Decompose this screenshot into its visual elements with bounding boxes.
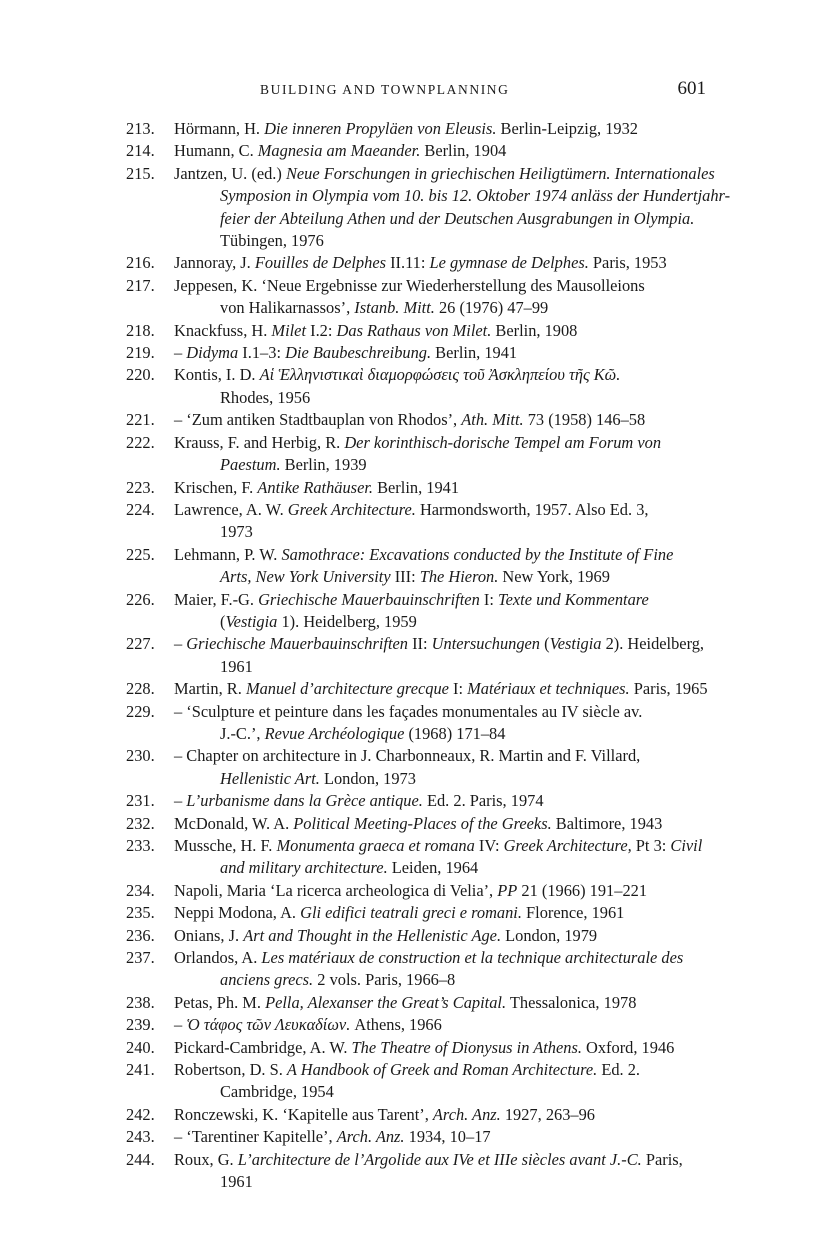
entry-text: [174, 252, 706, 274]
entry-title-segment: Ὁ τάφος τῶν Λευκαδίων.: [186, 1015, 351, 1035]
bibliography-entry: [126, 499, 706, 544]
entry-text-segment: McDonald, W. A.: [174, 813, 294, 833]
entry-text-segment: I.2:: [306, 320, 337, 340]
entry-title-segment: A Handbook of Greek and Roman Architecture.: [286, 1060, 598, 1080]
entry-line: [174, 208, 730, 230]
entry-title-segment: L’architecture de l’Argolide aux IVe et IIIe siècles avant J.-C.: [237, 1149, 642, 1169]
entry-text: [174, 1014, 706, 1036]
entry-text: [174, 140, 706, 162]
entry-line: [174, 902, 706, 924]
entry-text-segment: Orlandos, A.: [174, 948, 262, 968]
entry-number: 238.: [126, 992, 155, 1012]
entry-title-segment: Matériaux et techniques.: [467, 679, 630, 699]
entry-line: [174, 1014, 706, 1036]
entry-line: [174, 1037, 706, 1059]
entry-line: [174, 678, 708, 700]
entry-number: 219.: [126, 343, 155, 363]
entry-line: [174, 723, 706, 745]
entry-text-segment: Berlin, 1941: [373, 477, 460, 497]
entry-number: 217.: [126, 275, 155, 295]
entry-number: 213.: [126, 119, 155, 138]
bibliography-entry: [126, 342, 706, 364]
entry-title-segment: Vestigia: [225, 611, 278, 631]
entry-text: [174, 342, 706, 364]
entry-title-segment: Die Baubeschreibung.: [285, 343, 432, 363]
entry-number: 230.: [126, 746, 155, 766]
bibliography-entry: [126, 364, 706, 409]
entry-line: [174, 880, 706, 902]
entry-title-segment: Civil: [670, 836, 703, 855]
entry-line: [174, 566, 706, 588]
entry-text-segment: Cambridge, 1954: [220, 1082, 334, 1102]
bibliography-entry: [126, 701, 706, 746]
entry-text-segment: III:: [390, 567, 420, 587]
entry-text: [174, 477, 706, 499]
entry-text: [174, 163, 730, 253]
entry-line: [174, 252, 706, 274]
bibliography-entry: [126, 1014, 706, 1036]
entry-text: [174, 745, 706, 790]
entry-text-segment: 73 (1958) 146–58: [523, 410, 646, 430]
entry-number: 216.: [126, 253, 155, 273]
entry-line: [174, 185, 730, 207]
entry-text-segment: Jannoray, J.: [174, 253, 255, 273]
entry-line: [174, 320, 706, 342]
entry-text: [174, 432, 706, 477]
entry-number: 229.: [126, 701, 155, 721]
entry-text-segment: Florence, 1961: [521, 903, 625, 923]
entry-text-segment: –: [174, 1015, 187, 1035]
entry-line: [174, 1171, 706, 1193]
entry-text-segment: 1927, 263–96: [500, 1104, 595, 1124]
entry-number: 232.: [126, 813, 155, 833]
entry-text: [174, 835, 706, 880]
entry-line: [174, 947, 706, 969]
entry-line: [174, 230, 730, 252]
entry-text-segment: Hörmann, H.: [174, 119, 265, 138]
entry-number: 221.: [126, 410, 155, 430]
entry-text-segment: 1934, 10–17: [404, 1127, 491, 1147]
entry-text-segment: I.1–3:: [238, 343, 286, 363]
bibliography-entry: [126, 477, 706, 499]
entry-title-segment: Monumenta graeca et romana: [276, 836, 475, 855]
entry-line: [174, 275, 706, 297]
entry-text: [174, 320, 706, 342]
entry-title-segment: Greek Architecture,: [503, 836, 632, 855]
entry-text-segment: Athens, 1966: [350, 1015, 442, 1035]
bibliography-entry: [126, 745, 706, 790]
entry-text-segment: Lawrence, A. W.: [174, 499, 288, 519]
entry-text: [174, 902, 706, 924]
entry-title-segment: Griechische Mauerbauinschriften: [258, 589, 480, 609]
entry-title-segment: Arch. Anz.: [336, 1127, 405, 1147]
entry-text-segment: Berlin, 1904: [420, 141, 507, 161]
entry-line: [174, 992, 706, 1014]
entry-title-segment: Texte und Kommentare: [497, 589, 649, 609]
entry-title-segment: Istanb. Mitt.: [354, 298, 435, 318]
entry-text: [174, 589, 706, 634]
entry-text-segment: Jantzen, U. (ed.): [174, 163, 286, 183]
bibliography-list: [126, 118, 731, 1194]
entry-line: [174, 813, 706, 835]
entry-text-segment: (: [220, 611, 226, 631]
entry-text-segment: 21 (1966) 191–221: [517, 880, 648, 900]
entry-text-segment: Maier, F.-G.: [174, 589, 259, 609]
entry-text: [174, 364, 706, 409]
entry-line: [174, 925, 706, 947]
entry-title-segment: Ath. Mitt.: [461, 410, 524, 430]
bibliography-entry: [126, 925, 706, 947]
entry-text-segment: Napoli, Maria ‘La ricerca archeologica di Velia’,: [174, 880, 498, 900]
running-head: BUILDING AND TOWNPLANNING: [260, 82, 510, 97]
entry-text-segment: Berlin, 1908: [491, 320, 578, 340]
entry-text: [174, 1126, 706, 1148]
entry-line: [174, 387, 706, 409]
entry-title-segment: Greek Architecture.: [287, 499, 416, 519]
entry-text: [174, 544, 706, 589]
entry-text-segment: (1968) 171–84: [404, 723, 506, 743]
entry-title-segment: The Theatre of Dionysus in Athens.: [351, 1037, 582, 1057]
entry-text-segment: 1). Heidelberg, 1959: [277, 611, 417, 631]
bibliography-entry: [126, 947, 706, 992]
entry-title-segment: feier der Abteilung Athen und der Deutschen Ausgrabungen in Olympia.: [220, 208, 695, 228]
entry-text-segment: Tübingen, 1976: [220, 231, 324, 251]
entry-title-segment: Der korinthisch-dorische Tempel am Forum von: [344, 432, 662, 452]
entry-number: 227.: [126, 634, 155, 654]
entry-number: 224.: [126, 499, 155, 519]
entry-text: [174, 947, 706, 992]
entry-text-segment: New York, 1969: [498, 567, 610, 587]
bibliography-entry: [126, 678, 706, 700]
entry-number: 225.: [126, 544, 155, 564]
bibliography-entry: [126, 409, 706, 431]
entry-number: 240.: [126, 1037, 155, 1057]
entry-line: [174, 1081, 706, 1103]
entry-line: [174, 969, 706, 991]
bibliography-entry: [126, 118, 706, 140]
entry-number: 228.: [126, 679, 155, 699]
entry-text-segment: Berlin-Leipzig, 1932: [496, 119, 638, 138]
entry-title-segment: L’urbanisme dans la Grèce antique.: [186, 791, 423, 811]
entry-line: [174, 633, 706, 655]
entry-line: [174, 701, 706, 723]
entry-text-segment: 1973: [220, 522, 253, 542]
entry-text-segment: Martin, R.: [174, 679, 246, 699]
entry-title-segment: Fouilles de Delphes: [254, 253, 386, 273]
entry-line: [174, 544, 706, 566]
entry-line: [174, 790, 706, 812]
entry-text-segment: Ed. 2. Paris, 1974: [422, 791, 544, 811]
entry-title-segment: and military architecture.: [220, 858, 388, 878]
entry-text: [174, 1104, 706, 1126]
bibliography-entry: [126, 902, 706, 924]
entry-number: 222.: [126, 432, 155, 452]
entry-text: [174, 1037, 706, 1059]
entry-line: [174, 835, 706, 857]
entry-line: [174, 163, 730, 185]
entry-line: [174, 656, 706, 678]
bibliography-entry: [126, 140, 706, 162]
entry-title-segment: Arts, New York University: [220, 567, 391, 587]
entry-text: [174, 925, 706, 947]
page-header: [126, 78, 706, 104]
entry-text-segment: von Halikarnassos’,: [220, 298, 355, 318]
page-number: 601: [677, 78, 706, 99]
entry-text: [174, 790, 706, 812]
entry-number: 235.: [126, 903, 155, 923]
entry-text-segment: Ronczewski, K. ‘Kapitelle aus Tarent’,: [174, 1104, 433, 1124]
entry-title-segment: Samothrace: Excavations conducted by the Institute of Fine: [281, 544, 674, 564]
entry-text-segment: II:: [407, 634, 432, 654]
entry-text-segment: London, 1979: [501, 925, 598, 945]
entry-text-segment: –: [174, 343, 187, 363]
entry-number: 239.: [126, 1015, 155, 1035]
bibliography-entry: [126, 589, 706, 634]
entry-title-segment: Magnesia am Maeander.: [257, 141, 421, 161]
entry-title-segment: PP: [497, 880, 518, 900]
entry-text-segment: Jeppesen, K. ‘Neue Ergebnisse zur Wiederherstellung des Mausolleions: [174, 275, 645, 295]
entry-title-segment: Milet: [271, 320, 307, 340]
entry-text-segment: Paris, 1965: [629, 679, 708, 699]
bibliography-entry: [126, 633, 706, 678]
entry-title-segment: Αἱ Ἑλληνιστικαὶ διαμορφώσεις τοῦ Ἀσκληπείου τῆς Κῶ.: [259, 365, 621, 385]
entry-text-segment: I:: [479, 589, 498, 609]
entry-text: [174, 275, 706, 320]
entry-text-segment: Neppi Modona, A.: [174, 903, 301, 923]
bibliography-entry: [126, 1104, 706, 1126]
entry-line: [174, 1059, 706, 1081]
entry-line: [174, 118, 706, 140]
entry-title-segment: anciens grecs.: [220, 970, 314, 990]
entry-title-segment: Paestum.: [220, 455, 281, 475]
entry-text-segment: Kontis, I. D.: [174, 365, 260, 385]
entry-line: [174, 521, 706, 543]
entry-number: 241.: [126, 1060, 155, 1080]
bibliography-entry: [126, 320, 706, 342]
bibliography-entry: [126, 992, 706, 1014]
entry-text-segment: Thessalonica, 1978: [506, 992, 637, 1012]
entry-text: [174, 701, 706, 746]
entry-text-segment: Krauss, F. and Herbig, R.: [174, 432, 345, 452]
entry-text-segment: 2). Heidelberg,: [601, 634, 705, 654]
entry-line: [174, 409, 706, 431]
entry-text-segment: Mussche, H. F.: [174, 836, 277, 855]
entry-title-segment: Neue Forschungen in griechischen Heiligtümern. Internationales: [285, 163, 715, 183]
bibliography-entry: [126, 1126, 706, 1148]
bibliography-entry: [126, 790, 706, 812]
entry-text-segment: 1961: [220, 1172, 253, 1192]
entry-line: [174, 768, 706, 790]
entry-text-segment: –: [174, 634, 187, 654]
bibliography-entry: [126, 813, 706, 835]
entry-text-segment: J.-C.’,: [220, 723, 265, 743]
entry-line: [174, 297, 706, 319]
entry-text-segment: – ‘Zum antiken Stadtbauplan von Rhodos’,: [174, 410, 462, 430]
bibliography-entry: [126, 544, 706, 589]
bibliography-entry: [126, 432, 706, 477]
bibliography-entry: [126, 275, 706, 320]
bibliography-entry: [126, 1037, 706, 1059]
entry-line: [174, 432, 706, 454]
entry-line: [174, 342, 706, 364]
entry-text-segment: London, 1973: [319, 768, 416, 788]
entry-title-segment: Didyma: [186, 343, 239, 363]
entry-text: [174, 678, 708, 700]
entry-title-segment: Pella, Alexanser the Great’s Capital.: [265, 992, 507, 1012]
entry-text-segment: Pt 3:: [631, 836, 671, 855]
entry-text-segment: 26 (1976) 47–99: [434, 298, 549, 318]
entry-title-segment: Die inneren Propyläen von Eleusis.: [264, 119, 497, 138]
entry-text-segment: Baltimore, 1943: [551, 813, 663, 833]
entry-text-segment: II.11:: [385, 253, 430, 273]
bibliography-entry: [126, 880, 706, 902]
entry-number: 215.: [126, 163, 155, 183]
entry-text-segment: (: [540, 634, 550, 654]
entry-text-segment: Krischen, F.: [174, 477, 258, 497]
entry-text-segment: Berlin, 1941: [431, 343, 518, 363]
entry-text-segment: Paris,: [641, 1149, 683, 1169]
entry-text-segment: I:: [448, 679, 468, 699]
entry-text-segment: Petas, Ph. M.: [174, 992, 266, 1012]
entry-title-segment: Les matériaux de construction et la technique architecturale des: [261, 948, 684, 968]
entry-text: [174, 1149, 706, 1194]
entry-number: 237.: [126, 948, 155, 968]
entry-line: [174, 1126, 706, 1148]
entry-text-segment: Humann, C.: [174, 141, 258, 161]
entry-line: [174, 1149, 706, 1171]
entry-number: 233.: [126, 836, 155, 855]
entry-title-segment: Vestigia: [549, 634, 602, 654]
entry-text: [174, 409, 706, 431]
entry-title-segment: Untersuchungen: [431, 634, 540, 654]
entry-number: 218.: [126, 320, 155, 340]
entry-text: [174, 992, 706, 1014]
entry-text-segment: Harmondsworth, 1957. Also Ed. 3,: [415, 499, 649, 519]
entry-number: 223.: [126, 477, 155, 497]
entry-number: 226.: [126, 589, 155, 609]
entry-title-segment: Manuel d’architecture grecque: [245, 679, 449, 699]
entry-text-segment: 2 vols. Paris, 1966–8: [313, 970, 456, 990]
entry-text: [174, 1059, 706, 1104]
entry-number: 236.: [126, 925, 155, 945]
bibliography-entry: [126, 835, 706, 880]
entry-text-segment: Leiden, 1964: [387, 858, 479, 878]
entry-title-segment: Revue Archéologique: [264, 723, 405, 743]
entry-text-segment: Ed. 2.: [597, 1060, 641, 1080]
entry-line: [174, 611, 706, 633]
entry-title-segment: Antike Rathäuser.: [257, 477, 373, 497]
entry-title-segment: Symposion in Olympia vom 10. bis 12. Oktober 1974 anläss der Hundertjahr-: [220, 186, 731, 206]
bibliography-entry: [126, 252, 706, 274]
entry-text: [174, 118, 706, 140]
entry-text-segment: Oxford, 1946: [581, 1037, 675, 1057]
entry-title-segment: Political Meeting-Places of the Greeks.: [293, 813, 552, 833]
entry-number: 231.: [126, 791, 155, 811]
entry-number: 234.: [126, 880, 155, 900]
entry-title-segment: Das Rathaus von Milet.: [336, 320, 492, 340]
entry-line: [174, 477, 706, 499]
entry-text-segment: Onians, J.: [174, 925, 244, 945]
entry-line: [174, 499, 706, 521]
entry-text: [174, 499, 706, 544]
entry-line: [174, 140, 706, 162]
entry-text-segment: Robertson, D. S.: [174, 1060, 287, 1080]
entry-text-segment: – ‘Tarentiner Kapitelle’,: [174, 1127, 337, 1147]
entry-title-segment: Gli edifici teatrali greci e romani.: [300, 903, 522, 923]
entry-title-segment: Griechische Mauerbauinschriften: [186, 634, 408, 654]
bibliography-entry: [126, 1059, 706, 1104]
entry-number: 214.: [126, 141, 155, 161]
entry-line: [174, 1104, 706, 1126]
entry-title-segment: Le gymnase de Delphes.: [429, 253, 589, 273]
entry-text-segment: Roux, G.: [174, 1149, 238, 1169]
entry-number: 242.: [126, 1104, 155, 1124]
entry-line: [174, 364, 706, 386]
entry-text-segment: Paris, 1953: [588, 253, 667, 273]
entry-number: 243.: [126, 1127, 155, 1147]
entry-text: [174, 813, 706, 835]
entry-text-segment: – Chapter on architecture in J. Charbonneaux, R. Martin and F. Villard,: [174, 746, 641, 766]
bibliography-entry: [126, 1149, 706, 1194]
entry-number: 244.: [126, 1149, 155, 1169]
entry-text-segment: 1961: [220, 656, 253, 676]
entry-line: [174, 745, 706, 767]
entry-title-segment: Arch. Anz.: [432, 1104, 501, 1124]
entry-text-segment: Lehmann, P. W.: [174, 544, 282, 564]
entry-title-segment: The Hieron.: [419, 567, 499, 587]
entry-number: 220.: [126, 365, 155, 385]
bibliography-entry: [126, 163, 731, 253]
entry-text-segment: Knackfuss, H.: [174, 320, 272, 340]
entry-text-segment: IV:: [474, 836, 504, 855]
entry-text-segment: Berlin, 1939: [280, 455, 367, 475]
entry-text-segment: Rhodes, 1956: [220, 387, 311, 407]
entry-text-segment: Pickard-Cambridge, A. W.: [174, 1037, 352, 1057]
entry-text-segment: –: [174, 791, 187, 811]
entry-title-segment: Hellenistic Art.: [220, 768, 320, 788]
entry-line: [174, 589, 706, 611]
entry-text: [174, 880, 706, 902]
entry-text-segment: – ‘Sculpture et peinture dans les façades monumentales au IV siècle av.: [174, 701, 643, 721]
entry-text: [174, 633, 706, 678]
entry-title-segment: Art and Thought in the Hellenistic Age.: [243, 925, 502, 945]
entry-line: [174, 857, 706, 879]
entry-line: [174, 454, 706, 476]
